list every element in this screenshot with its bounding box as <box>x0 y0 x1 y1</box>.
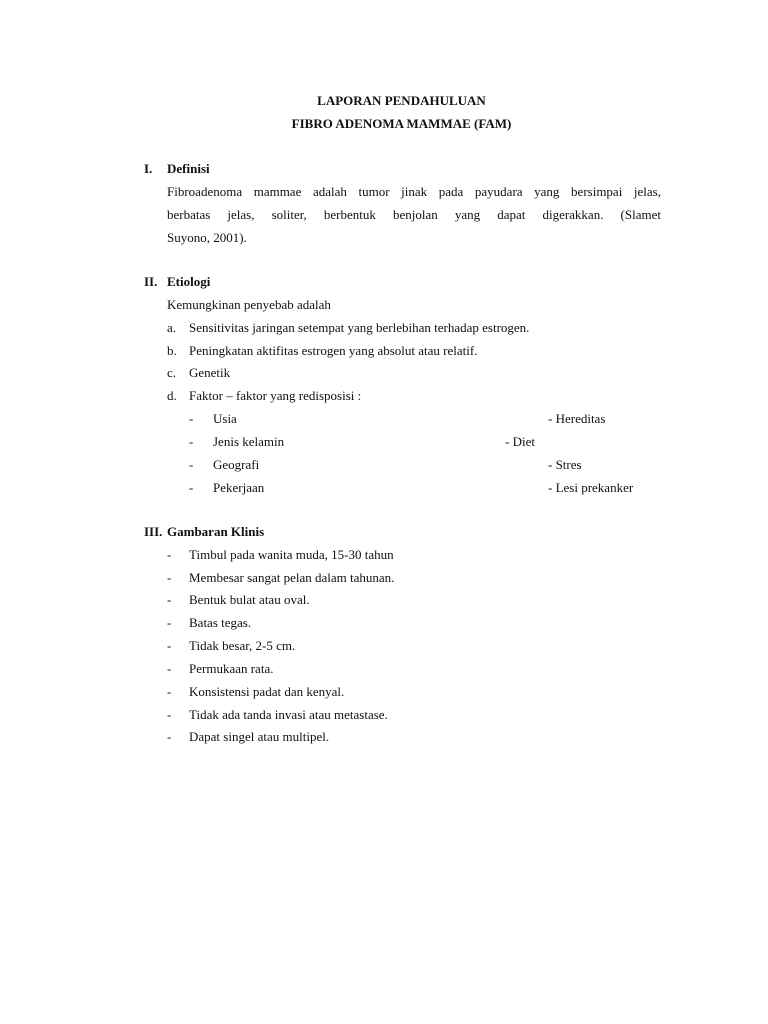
section-heading-gambaran-klinis: Gambaran Klinis <box>167 524 265 539</box>
factor-left: Jenis kelamin <box>213 434 285 449</box>
klinis-bullet: - <box>167 684 172 699</box>
klinis-item: Timbul pada wanita muda, 15-30 tahun <box>189 547 394 562</box>
factor-bullet: - <box>189 411 194 426</box>
etiologi-item-text: Genetik <box>189 365 231 380</box>
factor-left: Usia <box>213 411 237 426</box>
etiologi-item-marker: c. <box>167 365 177 380</box>
klinis-item: Bentuk bulat atau oval. <box>189 592 310 607</box>
etiologi-intro: Kemungkinan penyebab adalah <box>167 297 331 312</box>
factor-bullet: - <box>189 480 194 495</box>
factor-left: Geografi <box>213 457 260 472</box>
factor-left: Pekerjaan <box>213 480 265 495</box>
klinis-bullet: - <box>167 615 172 630</box>
etiologi-item-marker: d. <box>167 388 177 403</box>
document-title-line1: LAPORAN PENDAHULUAN <box>317 93 486 108</box>
factor-right: - Lesi prekanker <box>548 480 634 495</box>
factor-right: - Diet <box>505 434 535 449</box>
klinis-item: Dapat singel atau multipel. <box>189 729 330 744</box>
definition-paragraph-line3: Suyono, 2001). <box>167 230 247 245</box>
klinis-item: Permukaan rata. <box>189 661 274 676</box>
factor-right: - Stres <box>548 457 582 472</box>
klinis-item: Tidak besar, 2-5 cm. <box>189 638 296 653</box>
factor-bullet: - <box>189 457 194 472</box>
document-title-line2: FIBRO ADENOMA MAMMAE (FAM) <box>291 116 512 131</box>
section-number-3: III. <box>144 524 163 539</box>
klinis-item: Membesar sangat pelan dalam tahunan. <box>189 570 395 585</box>
klinis-bullet: - <box>167 570 172 585</box>
etiologi-item-text: Sensitivitas jaringan setempat yang berlebihan terhadap estrogen. <box>189 320 530 335</box>
factor-right: - Hereditas <box>548 411 606 426</box>
etiologi-item-marker: b. <box>167 343 177 358</box>
section-number-2: II. <box>144 274 158 289</box>
klinis-item: Konsistensi padat dan kenyal. <box>189 684 345 699</box>
klinis-bullet: - <box>167 547 172 562</box>
klinis-bullet: - <box>167 638 172 653</box>
klinis-bullet: - <box>167 661 172 676</box>
section-heading-etiologi: Etiologi <box>167 274 211 289</box>
klinis-bullet: - <box>167 729 172 744</box>
klinis-bullet: - <box>167 592 172 607</box>
klinis-bullet: - <box>167 707 172 722</box>
etiologi-item-text: Faktor – faktor yang redisposisi : <box>189 388 362 403</box>
section-heading-definisi: Definisi <box>167 161 210 176</box>
etiologi-item-marker: a. <box>167 320 177 335</box>
factor-bullet: - <box>189 434 194 449</box>
section-number-1: I. <box>144 161 153 176</box>
definition-paragraph-line1: Fibroadenoma mammae adalah tumor jinak pada payudara yang bersimpai jelas, <box>167 184 661 199</box>
definition-paragraph-line2: berbatas jelas, soliter, berbentuk benjolan yang dapat digerakkan. (Slamet <box>167 207 661 222</box>
klinis-item: Tidak ada tanda invasi atau metastase. <box>189 707 388 722</box>
etiologi-item-text: Peningkatan aktifitas estrogen yang absolut atau relatif. <box>189 343 478 358</box>
klinis-item: Batas tegas. <box>189 615 252 630</box>
